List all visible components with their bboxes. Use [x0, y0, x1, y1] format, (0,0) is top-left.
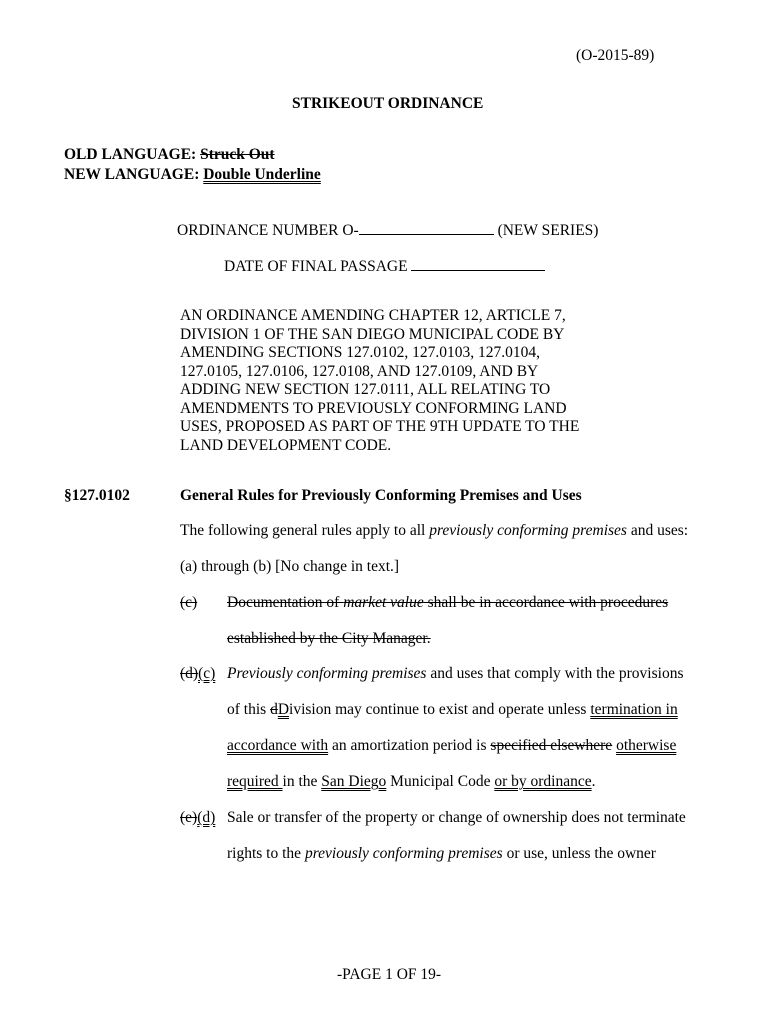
title-line: AN ORDINANCE AMENDING CHAPTER 12, ARTICLE 7,	[180, 307, 566, 324]
document-number: (O-2015-89)	[576, 47, 655, 64]
title-line: AMENDMENTS TO PREVIOUSLY CONFORMING LAND	[180, 399, 567, 417]
para-d-line-2	[227, 701, 678, 719]
body-text: rights to the	[227, 845, 305, 862]
body-text: an amortization period is	[328, 737, 491, 754]
body-text: or use, unless the owner	[502, 845, 656, 862]
para-c-marker	[180, 594, 197, 612]
section-heading: General Rules for Previously Conforming Premises and Uses	[180, 487, 582, 504]
intro-text: and uses:	[626, 522, 689, 539]
old-language-label: OLD LANGUAGE:	[64, 146, 197, 163]
ordinance-number-blank	[359, 220, 494, 235]
final-passage-label: DATE OF FINAL PASSAGE	[224, 258, 408, 275]
new-language-legend	[64, 166, 321, 184]
defined-term: previously conforming premises	[429, 522, 627, 539]
document-title: STRIKEOUT ORDINANCE	[292, 95, 484, 112]
inserted-text: otherwise	[616, 737, 677, 754]
inserted-text: required	[227, 773, 283, 790]
inserted-marker: (c)	[198, 665, 216, 682]
ordinance-number-line	[177, 220, 598, 240]
section-number: §127.0102	[64, 487, 130, 504]
para-e-line-1: Sale or transfer of the property or change of ownership does not terminate	[227, 809, 686, 826]
page-number: -PAGE 1 OF 19-	[337, 966, 442, 983]
para-c-line-1	[227, 594, 668, 612]
inserted-text: termination in	[590, 701, 678, 718]
deleted-text: established by the City Manager.	[227, 630, 431, 647]
title-line: AMENDING SECTIONS 127.0102, 127.0103, 127.0104,	[180, 344, 540, 361]
inserted-marker: (d)	[197, 809, 216, 826]
para-d-line-4	[227, 773, 596, 791]
ordinance-number-label: ORDINANCE NUMBER O-	[177, 222, 359, 239]
body-text: of this	[227, 701, 271, 718]
body-text: .	[591, 773, 596, 790]
old-language-legend	[64, 146, 275, 164]
deleted-text: Documentation of	[227, 594, 344, 611]
defined-term: Previously conforming premises	[227, 665, 427, 682]
defined-term: previously conforming premises	[304, 845, 503, 862]
deleted-defined-term: market value	[343, 594, 424, 611]
inserted-text: or by ordinance	[494, 773, 592, 790]
title-line: DIVISION 1 OF THE SAN DIEGO MUNICIPAL CODE BY	[180, 325, 565, 343]
body-text: ivision may continue to exist and operate unless	[289, 701, 591, 718]
new-language-example: Double Underline	[203, 166, 321, 183]
inserted-text: D	[277, 701, 290, 718]
title-line: 127.0105, 127.0106, 127.0108, AND 127.0109, AND BY	[180, 362, 539, 380]
para-c-line-2	[227, 630, 431, 648]
para-d-marker	[180, 665, 215, 683]
ordinance-title-block	[180, 307, 590, 455]
inserted-text: San Diego	[321, 773, 387, 790]
para-d-line-3	[227, 737, 676, 755]
new-language-label: NEW LANGUAGE:	[64, 166, 200, 183]
body-text: Municipal Code	[386, 773, 495, 790]
intro-text: The following general rules apply to all	[180, 522, 430, 539]
inserted-text: accordance with	[227, 737, 329, 754]
deleted-marker: (c)	[180, 594, 198, 611]
title-line: ADDING NEW SECTION 127.0111, ALL RELATING TO	[180, 381, 551, 398]
para-e-marker	[180, 809, 215, 827]
deleted-marker: (d)	[180, 665, 199, 682]
no-change-note: (a) through (b) [No change in text.]	[180, 558, 400, 575]
body-text: in the	[282, 773, 322, 790]
final-passage-line	[224, 256, 545, 276]
section-intro	[180, 522, 688, 540]
deleted-text: shall be in accordance with procedures	[423, 594, 669, 611]
deleted-text: specified elsewhere	[490, 737, 613, 754]
final-passage-blank	[411, 256, 545, 271]
ordinance-series: (NEW SERIES)	[497, 222, 599, 239]
title-line: USES, PROPOSED AS PART OF THE 9TH UPDATE TO THE	[180, 418, 580, 435]
para-d-line-1	[227, 665, 683, 683]
deleted-marker: (e)	[180, 809, 198, 826]
old-language-example: Struck Out	[200, 146, 275, 163]
deleted-text: d	[270, 701, 278, 718]
para-e-line-2	[227, 845, 656, 863]
body-text: and uses that comply with the provisions	[426, 665, 684, 682]
title-line: LAND DEVELOPMENT CODE.	[180, 436, 392, 454]
